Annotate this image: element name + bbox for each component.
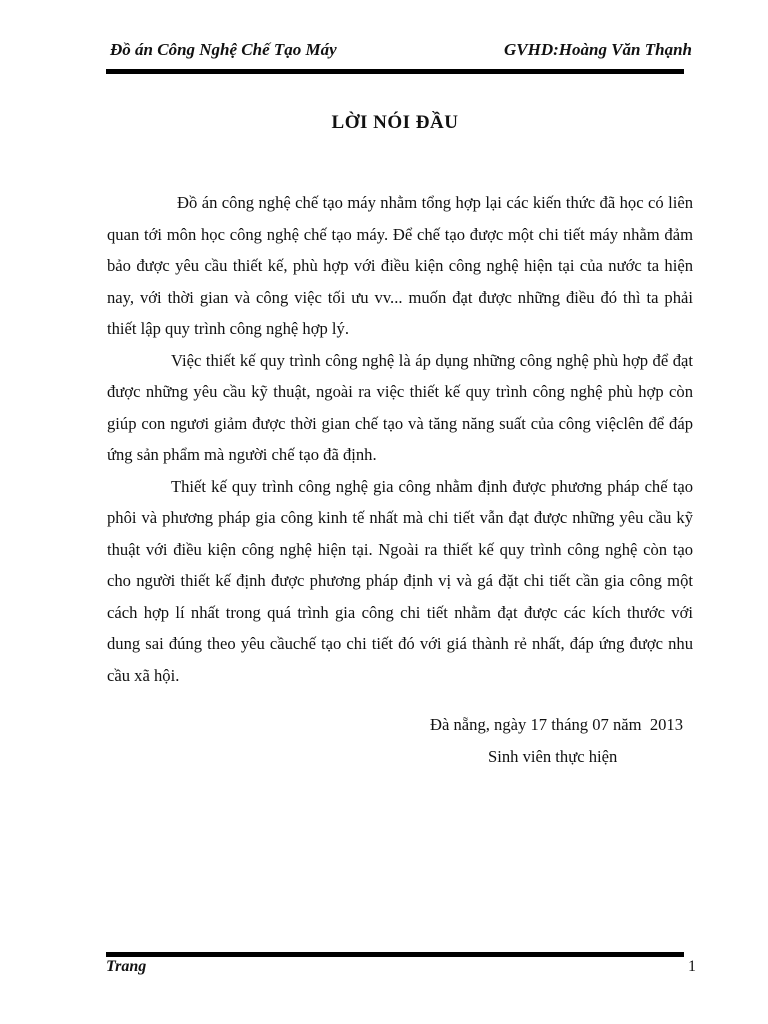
header-divider [106, 69, 684, 74]
header-project-title: Đồ án Công Nghệ Chế Tạo Máy [110, 40, 337, 59]
paragraph-2: Việc thiết kế quy trình công nghệ là áp dụng những công nghệ phù hợp để đạt được những yêu cầu kỹ thuật, ngoài ra việc thiết kế quy trình công nghệ phù hợp còn giúp con ngươi giảm được thời gian chế tạo và tăng năng suất của công việclên để đáp ứng sản phẩm mà người chế tạo đã định. [107, 350, 693, 464]
paragraph-1: Đồ án công nghệ chế tạo máy nhằm tổng hợp lại các kiến thức đã học có liên quan tới môn học công nghệ chế tạo máy. Để chế tạo được một chi tiết máy nhằm đảm bảo được yêu cầu thiết kế, phù hợp với điều kiện công nghệ hiện tại của nước ta hiện nay, với thời gian và công việc tối ưu vv... muốn đạt được những điều đó thì ta phải thiết lập quy trình công nghệ hợp lý. [107, 193, 693, 338]
page-title: LỜI NÓI ĐẦU [331, 112, 459, 133]
paragraph-3: Thiết kế quy trình công nghệ gia công nhằm định được phương pháp chế tạo phôi và phương pháp gia công kinh tế nhất mà chi tiết vẫn đạt được những yêu cầu kỹ thuật với điều kiện công nghệ hiện tại. Ngoài ra thiết kế quy trình công nghệ còn tạo cho người thiết kế định được phương pháp định vị và gá đặt chi tiết cần gia công một cách hợp lí nhất trong quá trình gia công chi tiết nhằm đạt được các kích thước với dung sai đúng theo yêu cầuchế tạo chi tiết đó với giá thành rẻ nhất, đáp ứng được nhu cầu xã hội. [107, 476, 693, 685]
document-body [107, 187, 693, 691]
signature-author: Sinh viên thực hiện [488, 747, 618, 766]
page-header [110, 40, 692, 64]
footer-divider [106, 952, 684, 957]
signature-date: Đà nẵng, ngày 17 tháng 07 năm 2013 [430, 715, 684, 734]
page-number: 1 [688, 958, 696, 975]
footer-label: Trang [106, 958, 147, 975]
header-advisor: GVHD:Hoàng Văn Thạnh [504, 40, 692, 59]
